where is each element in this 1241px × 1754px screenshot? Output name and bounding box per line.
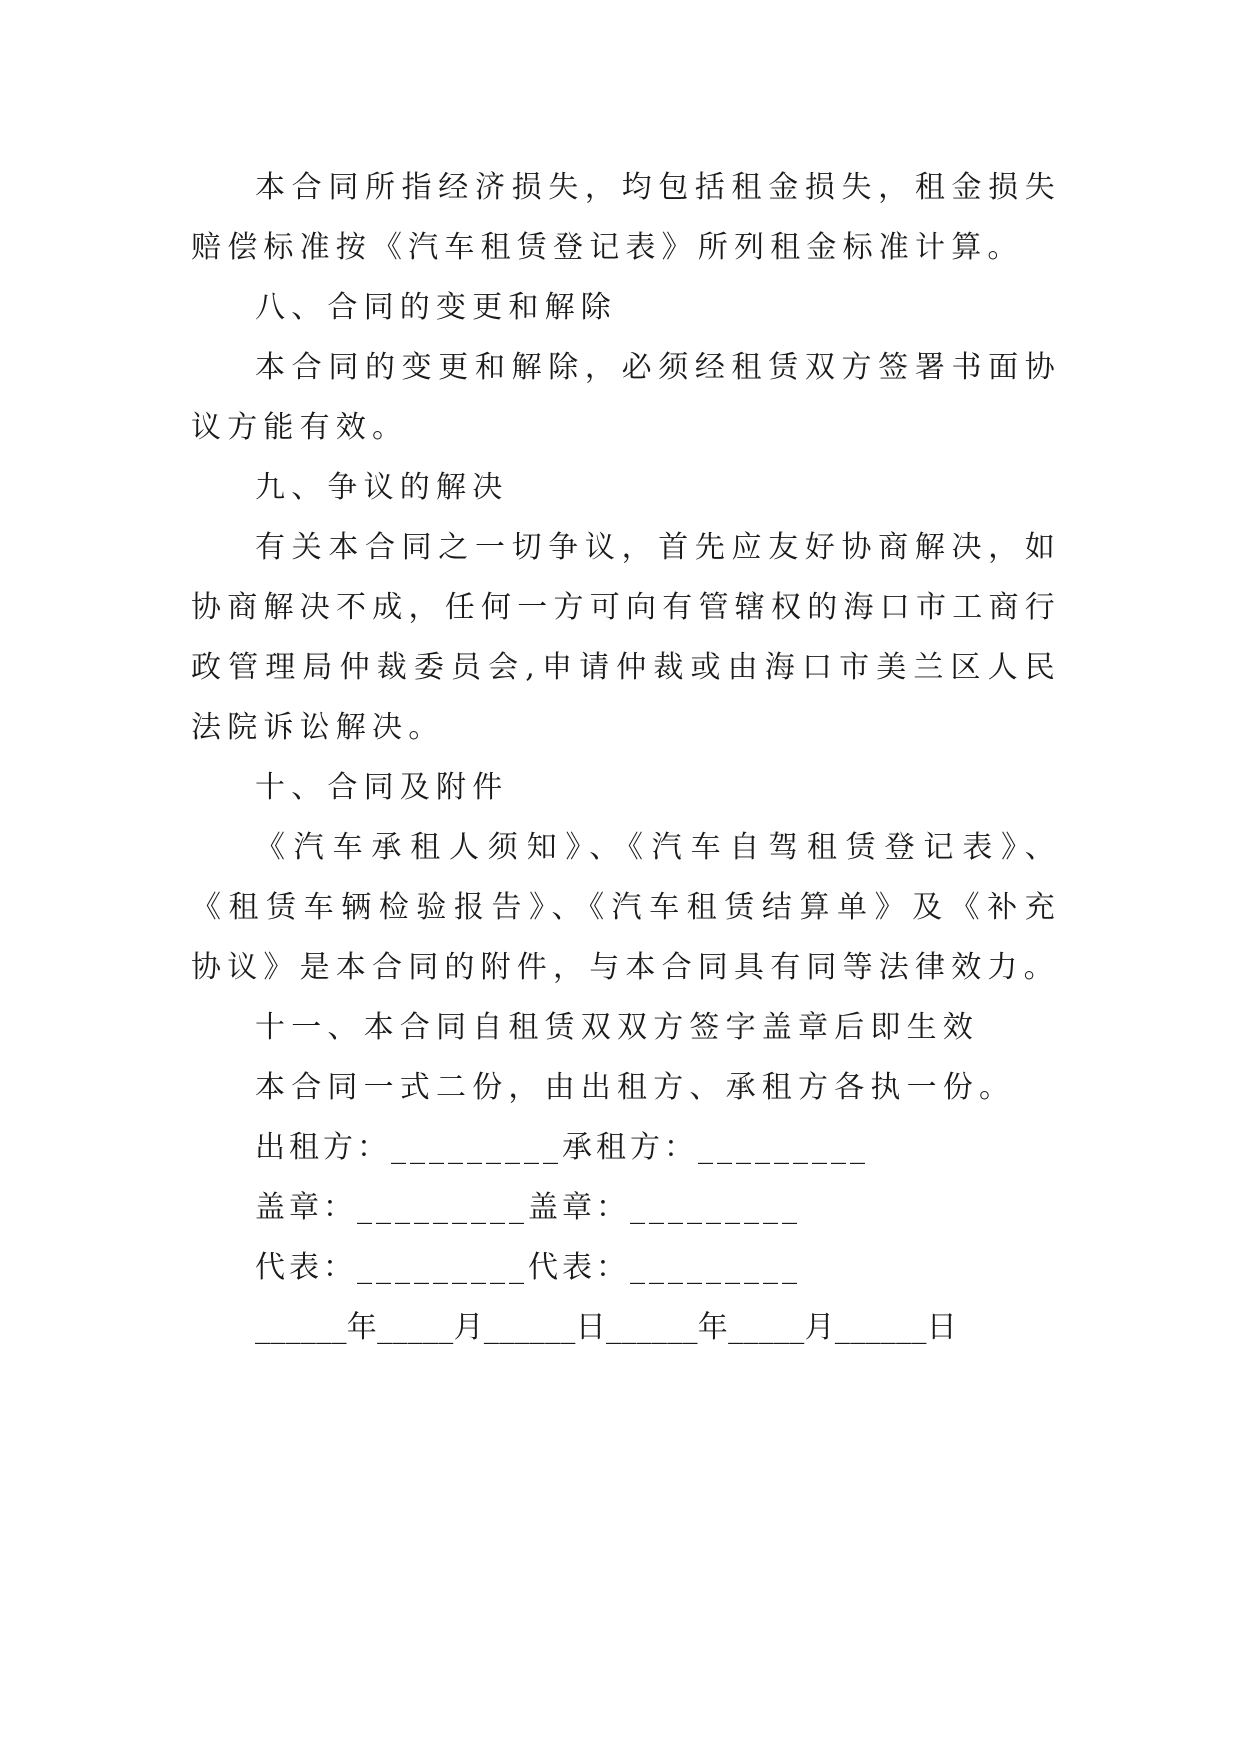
paragraph-attachments: 《汽车承租人须知》、《汽车自驾租赁登记表》、《租赁车辆检验报告》、《汽车租赁结算单》及《补充协议》是本合同的附件，与本合同具有同等法律效力。 [191, 830, 1061, 985]
paragraph-economic-loss: 本合同所指经济损失，均包括租金损失，租金损失赔偿标准按《汽车租赁登记表》所列租金标准计算。 [191, 170, 1061, 265]
seal-line: 盖章：_________盖章：_________ [255, 1190, 801, 1225]
section-heading-effective: 十一、本合同自租赁双双方签字盖章后即生效 [255, 1010, 979, 1045]
section-heading-dispute: 九、争议的解决 [255, 470, 509, 505]
section-heading-change-termination: 八、合同的变更和解除 [255, 290, 617, 325]
date-line: ______年_____月______日______年_____月______日 [255, 1310, 957, 1345]
paragraph-change-termination: 本合同的变更和解除，必须经租赁双方签署书面协议方能有效。 [191, 350, 1061, 445]
lessor-lessee-line: 出租方：_________承租方：_________ [255, 1130, 869, 1165]
paragraph-dispute: 有关本合同之一切争议，首先应友好协商解决，如协商解决不成，任何一方可向有管辖权的海口市工商行政管理局仲裁委员会,申请仲裁或由海口市美兰区人民法院诉讼解决。 [191, 530, 1061, 745]
signature-block [191, 1118, 1061, 1358]
paragraph-copies: 本合同一式二份，由出租方、承租方各执一份。 [255, 1070, 1016, 1105]
representative-line: 代表：_________代表：_________ [255, 1250, 801, 1285]
section-heading-attachments: 十、合同及附件 [255, 770, 509, 805]
contract-body [191, 158, 1061, 1358]
